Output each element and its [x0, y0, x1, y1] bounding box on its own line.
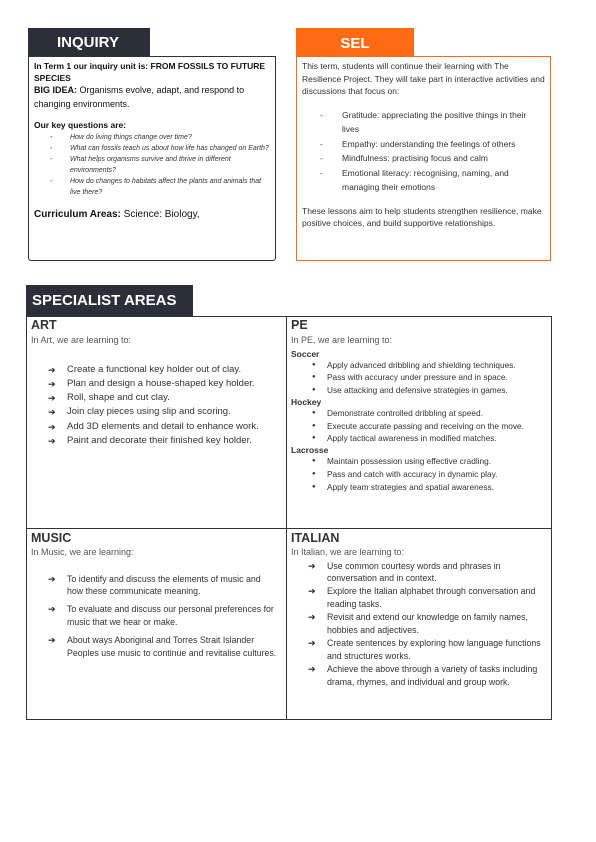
list-item: ➔ Use common courtesy words and phrases in conversation and in context.: [308, 560, 546, 586]
list-item: ● Use attacking and defensive strategies in games.: [312, 384, 549, 397]
inquiry-tab: [28, 28, 150, 56]
pe-intro: In PE, we are learning to:: [291, 335, 393, 345]
specialist-tab-label: SPECIALIST AREAS: [32, 292, 177, 309]
inquiry-unit: In Term 1 our inquiry unit is: FROM FOSSILS TO FUTURE SPECIES: [34, 61, 266, 83]
italian-title: ITALIAN: [291, 531, 340, 545]
sel-list: [320, 108, 545, 195]
list-item: - Mindfulness: practising focus and calm: [320, 151, 545, 166]
pe-cell: [291, 318, 549, 494]
questions-list: [50, 132, 270, 198]
pe-lacrosse-list: [312, 455, 549, 493]
pe-title: PE: [291, 318, 308, 332]
pe-hockey-list: [312, 407, 549, 445]
list-item: ➔ Join clay pieces using slip and scoring.: [48, 405, 273, 419]
big-idea: BIG IDEA: Organisms evolve, adapt, and respond to changing environments.: [34, 85, 245, 109]
grid-horizontal-divider: [26, 528, 552, 529]
list-item: ➔ Explore the Italian alphabet through conversation and reading tasks.: [308, 585, 546, 611]
sel-tab: [296, 28, 414, 56]
list-item: - How do changes to habitats affect the plants and animals that live there?: [50, 176, 270, 198]
art-title: ART: [31, 318, 57, 332]
list-item: ➔ About ways Aboriginal and Torres Strait Islander Peoples use music to continue and revitalise cultures.: [48, 634, 278, 660]
list-item: ➔ To evaluate and discuss our personal preferences for music that we hear or make.: [48, 603, 278, 629]
music-intro: In Music, we are learning:: [31, 547, 134, 557]
list-item: ● Demonstrate controlled dribbling at speed.: [312, 407, 549, 420]
list-item: - Empathy: understanding the feelings of others: [320, 137, 545, 152]
art-intro: In Art, we are learning to:: [31, 335, 132, 345]
sel-outro: These lessons aim to help students strengthen resilience, make positive choices, and build supportive relationships.: [302, 205, 542, 228]
music-title: MUSIC: [31, 531, 72, 545]
art-list: [48, 363, 273, 449]
music-list: [48, 573, 278, 660]
list-item: ➔ Create sentences by exploring how language functions and structures works.: [308, 637, 546, 663]
inquiry-tab-label: INQUIRY: [57, 34, 119, 51]
specialist-tab: [26, 285, 193, 316]
list-item: ● Maintain possession using effective cradling.: [312, 455, 549, 468]
list-item: ➔ Revisit and extend our knowledge on family names, hobbies and adjectives.: [308, 611, 546, 637]
list-item: ● Execute accurate passing and receiving on the move.: [312, 420, 549, 433]
list-item: ➔ Achieve the above through a variety of tasks including drama, rhymes, and individual and group work.: [308, 663, 546, 689]
art-cell: [31, 318, 283, 448]
list-item: - How do living things change over time?: [50, 132, 270, 143]
sel-tab-label: SEL: [340, 35, 370, 52]
questions-title: Our key questions are:: [34, 120, 127, 130]
pe-group-hockey: Hockey: [291, 396, 322, 407]
list-item: ➔ To identify and discuss the elements of music and how these communicate meaning.: [48, 573, 278, 599]
list-item: - Gratitude: appreciating the positive things in their lives: [320, 108, 545, 137]
list-item: ● Pass with accuracy under pressure and in space.: [312, 371, 549, 384]
grid-vertical-divider: [286, 316, 287, 720]
italian-cell: [291, 531, 549, 689]
list-item: ➔ Add 3D elements and detail to enhance work.: [48, 420, 273, 434]
list-item: ➔ Paint and decorate their finished key holder.: [48, 434, 273, 448]
sel-intro: This term, students will continue their learning with The Resilience Project. They will take part in interactive activities and discussions that focus on:: [302, 61, 545, 96]
pe-group-soccer: Soccer: [291, 348, 320, 359]
curriculum-areas: Curriculum Areas: Science: Biology,: [34, 209, 200, 220]
list-item: - Emotional literacy: recognising, naming, and managing their emotions: [320, 166, 545, 195]
list-item: ● Pass and catch with accuracy in dynamic play.: [312, 468, 549, 481]
italian-intro: In Italian, we are learning to:: [291, 547, 405, 557]
pe-group-lacrosse: Lacrosse: [291, 445, 329, 456]
sel-box: [296, 56, 551, 261]
list-item: ● Apply advanced dribbling and shielding techniques.: [312, 359, 549, 372]
list-item: ➔ Plan and design a house-shaped key holder.: [48, 377, 273, 391]
music-cell: [31, 531, 283, 660]
list-item: ● Apply team strategies and spatial awareness.: [312, 481, 549, 494]
pe-soccer-list: [312, 359, 549, 397]
list-item: ➔ Roll, shape and cut clay.: [48, 391, 273, 405]
italian-list: [308, 560, 546, 689]
list-item: - What can fossils teach us about how life has changed on Earth?: [50, 143, 270, 154]
list-item: - What helps organisms survive and thrive in different environments?: [50, 154, 270, 176]
list-item: ● Apply tactical awareness in modified matches.: [312, 432, 549, 445]
inquiry-box: [28, 56, 276, 261]
list-item: ➔ Create a functional key holder out of clay.: [48, 363, 273, 377]
